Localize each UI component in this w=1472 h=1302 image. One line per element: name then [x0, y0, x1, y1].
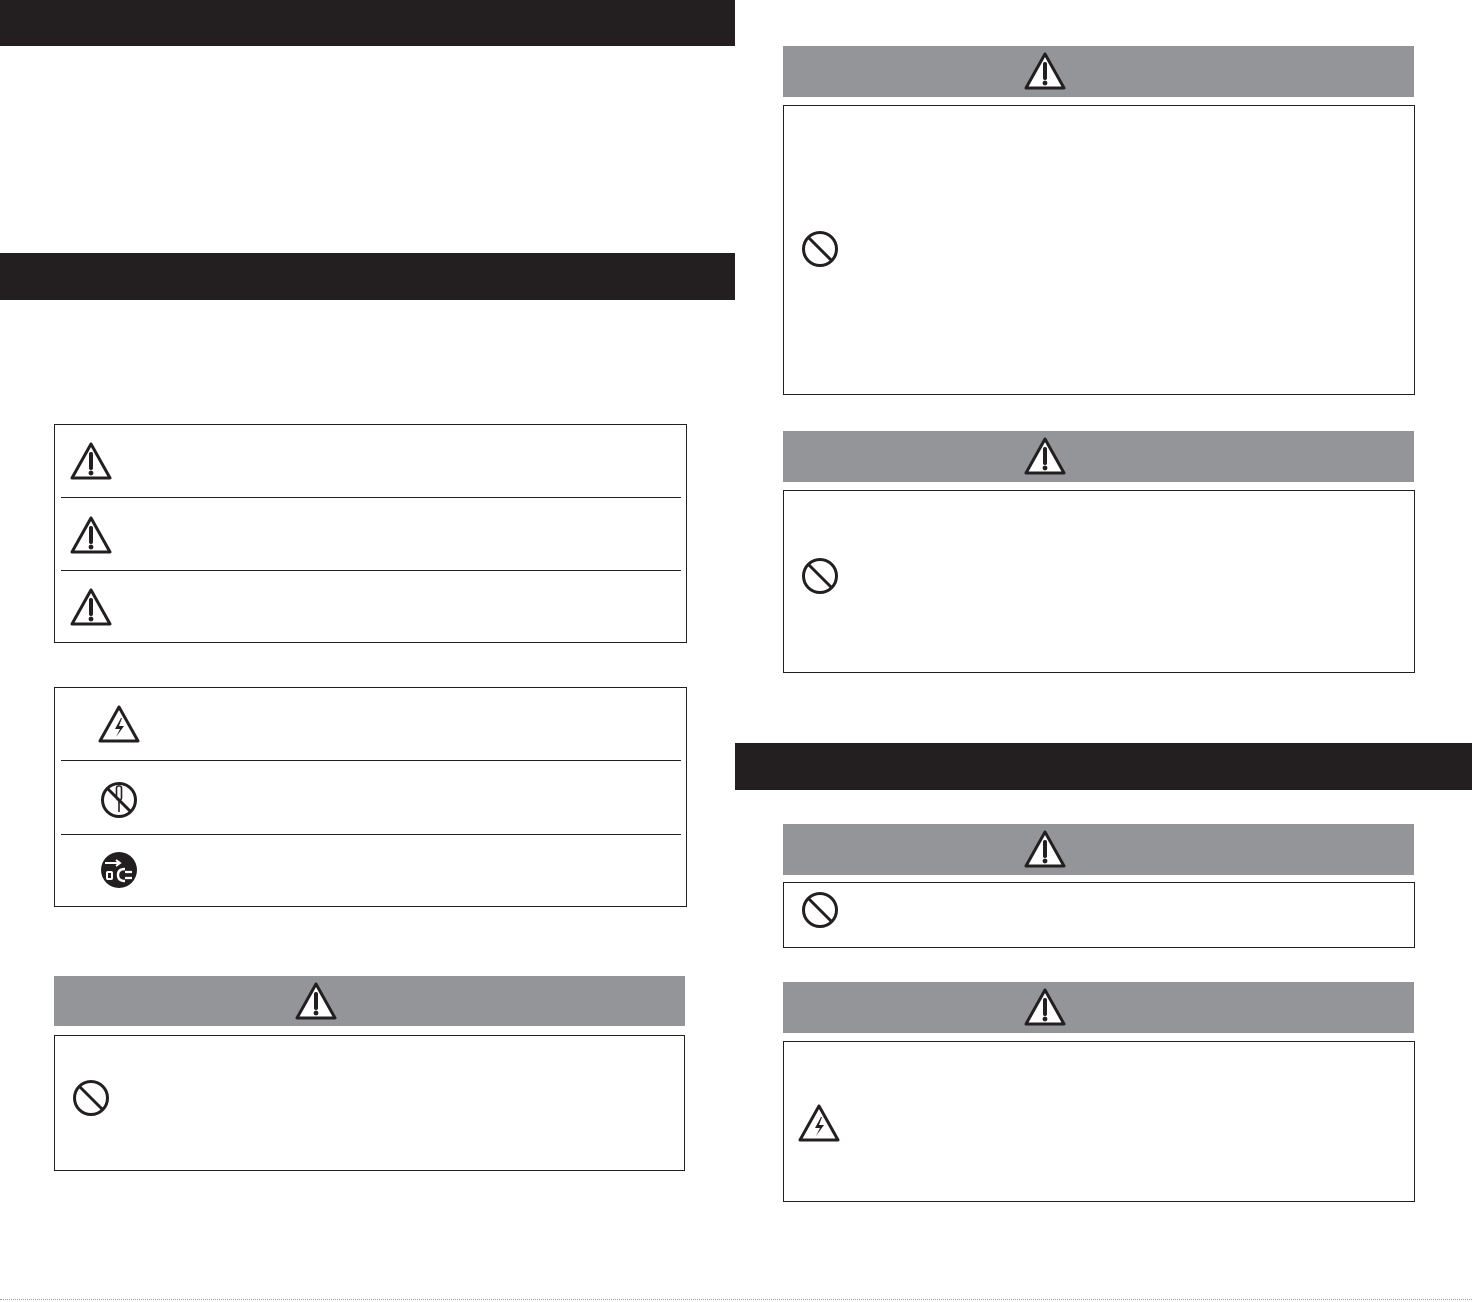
legend-divider [61, 760, 681, 761]
section-bar-1 [0, 0, 735, 46]
warning-header-bar [783, 46, 1414, 97]
warning-level-legend [54, 424, 687, 643]
warning-triangle-icon [1023, 436, 1067, 476]
warning-body-box [783, 490, 1415, 673]
section-bar-3 [735, 743, 1472, 790]
warning-triangle-icon [1023, 987, 1067, 1027]
legend-divider [61, 570, 681, 571]
section-bar-2 [0, 253, 735, 300]
warning-header-bar [783, 982, 1414, 1033]
unplug-icon [99, 850, 139, 890]
warning-triangle-icon [1023, 51, 1067, 91]
prohibited-icon [800, 556, 840, 596]
warning-body-box [783, 105, 1415, 395]
legend-divider [61, 497, 681, 498]
prohibited-icon [800, 229, 840, 269]
prohibited-icon [800, 890, 840, 930]
warning-header-bar [783, 431, 1414, 482]
warning-triangle-icon [1023, 829, 1067, 869]
trim-line [0, 1299, 1472, 1300]
warning-header-bar [783, 824, 1414, 875]
warning-body-box [783, 1041, 1415, 1202]
legend-divider [61, 834, 681, 835]
prohibited-icon [71, 1078, 111, 1118]
warning-body-box [54, 1035, 685, 1171]
warning-header-bar [54, 976, 685, 1026]
do-not-disassemble-icon [99, 780, 139, 820]
symbol-legend [54, 687, 687, 907]
electric-shock-icon [97, 704, 141, 744]
warning-triangle-icon [294, 981, 338, 1021]
electric-shock-icon [797, 1103, 841, 1143]
warning-triangle-icon [69, 587, 113, 627]
warning-body-box [783, 882, 1415, 948]
warning-triangle-icon [69, 441, 113, 481]
warning-triangle-icon [69, 515, 113, 555]
